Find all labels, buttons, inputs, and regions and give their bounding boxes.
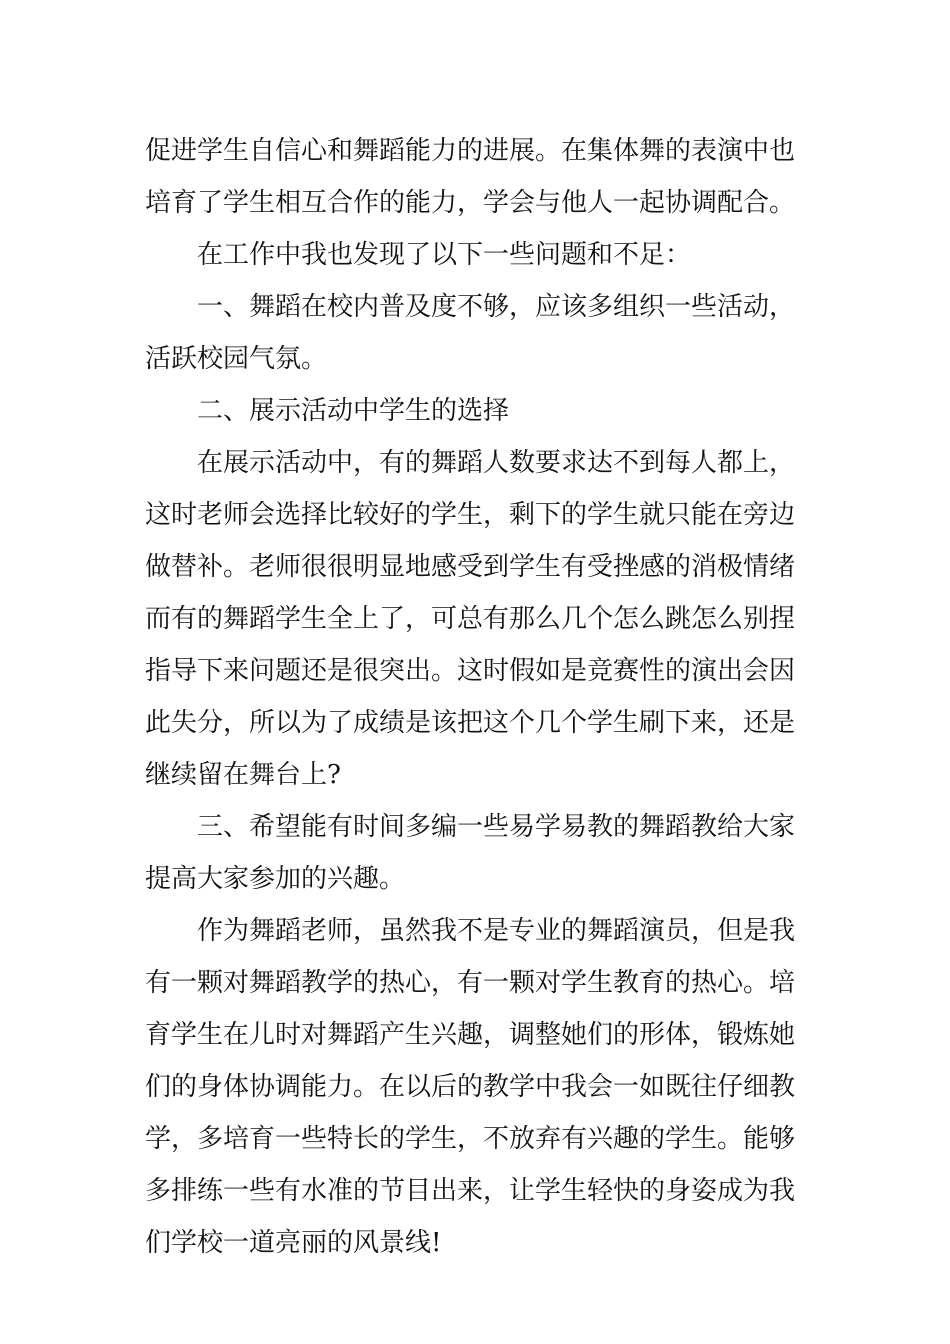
text-line: 做替补。老师很很明显地感受到学生有受挫感的消极情绪 bbox=[145, 552, 796, 582]
text-line: 三、希望能有时间多编一些易学易教的舞蹈教给大家 bbox=[197, 812, 796, 842]
text-line: 此失分，所以为了成绩是该把这个几个学生刷下来，还是 bbox=[145, 708, 796, 738]
text-line: 一、舞蹈在校内普及度不够，应该多组织一些活动， bbox=[197, 292, 796, 322]
text-line: 们的身体协调能力。在以后的教学中我会一如既往仔细教 bbox=[145, 1072, 796, 1102]
text-line: 育学生在儿时对舞蹈产生兴趣，调整她们的形体，锻炼她 bbox=[145, 1020, 796, 1050]
text-line: 在展示活动中，有的舞蹈人数要求达不到每人都上， bbox=[197, 448, 796, 478]
text-line: 培育了学生相互合作的能力，学会与他人一起协调配合。 bbox=[145, 188, 796, 218]
text-line: 多排练一些有水准的节目出来，让学生轻快的身姿成为我 bbox=[145, 1176, 796, 1206]
text-line: 提高大家参加的兴趣。 bbox=[145, 864, 406, 894]
text-line: 继续留在舞台上? bbox=[145, 760, 341, 790]
text-line: 而有的舞蹈学生全上了，可总有那么几个怎么跳怎么别捏 bbox=[145, 604, 796, 634]
text-line: 活跃校园气氛。 bbox=[145, 344, 328, 374]
text-line: 作为舞蹈老师，虽然我不是专业的舞蹈演员，但是我 bbox=[197, 916, 796, 946]
text-line: 学，多培育一些特长的学生，不放弃有兴趣的学生。能够 bbox=[145, 1124, 796, 1154]
text-line: 在工作中我也发现了以下一些问题和不足： bbox=[197, 240, 692, 270]
document-body bbox=[145, 125, 810, 1269]
text-line: 有一颗对舞蹈教学的热心，有一颗对学生教育的热心。培 bbox=[145, 968, 796, 998]
text-line: 这时老师会选择比较好的学生，剩下的学生就只能在旁边 bbox=[145, 500, 796, 530]
text-line: 二、展示活动中学生的选择 bbox=[197, 396, 510, 426]
text-line: 指导下来问题还是很突出。这时假如是竞赛性的演出会因 bbox=[145, 656, 796, 686]
text-line: 促进学生自信心和舞蹈能力的进展。在集体舞的表演中也 bbox=[145, 136, 796, 166]
text-line: 们学校一道亮丽的风景线! bbox=[145, 1228, 442, 1258]
